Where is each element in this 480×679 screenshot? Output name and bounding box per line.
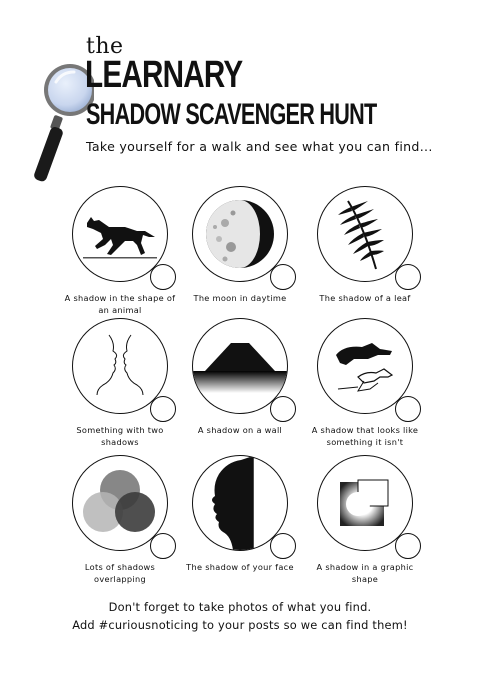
item-caption: The shadow of a leaf — [319, 293, 411, 303]
checkbox-circle[interactable] — [150, 264, 176, 290]
checkbox-circle[interactable] — [395, 533, 421, 559]
page-title: SHADOW SCAVENGER HUNT — [86, 98, 377, 131]
item-caption: The moon in daytime — [193, 293, 287, 303]
checkbox-circle[interactable] — [150, 533, 176, 559]
checkbox-circle[interactable] — [395, 396, 421, 422]
item-caption: Something with two shadows — [76, 425, 164, 447]
checkbox-circle[interactable] — [395, 264, 421, 290]
footer-line-1: Don't forget to take photos of what you find. — [108, 600, 372, 614]
item-caption: A shadow in the shape of an animal — [64, 293, 176, 315]
item-caption: A shadow that looks like something it isn't — [311, 425, 419, 447]
item-caption: The shadow of your face — [186, 562, 294, 572]
footer-line-2: Add #curiousnoticing to your posts so we can find them! — [72, 618, 408, 632]
checkbox-circle[interactable] — [150, 396, 176, 422]
page-subtitle: Take yourself for a walk and see what you can find... — [86, 139, 433, 154]
brand-logo-text: LEARNARY — [85, 54, 243, 96]
checkbox-circle[interactable] — [270, 264, 296, 290]
checkbox-circle[interactable] — [270, 396, 296, 422]
checkbox-circle[interactable] — [270, 533, 296, 559]
item-caption: Lots of shadows overlapping — [84, 562, 156, 584]
item-caption: A shadow in a graphic shape — [316, 562, 414, 584]
brand-small-text: the — [86, 34, 124, 59]
item-caption: A shadow on a wall — [197, 425, 283, 435]
